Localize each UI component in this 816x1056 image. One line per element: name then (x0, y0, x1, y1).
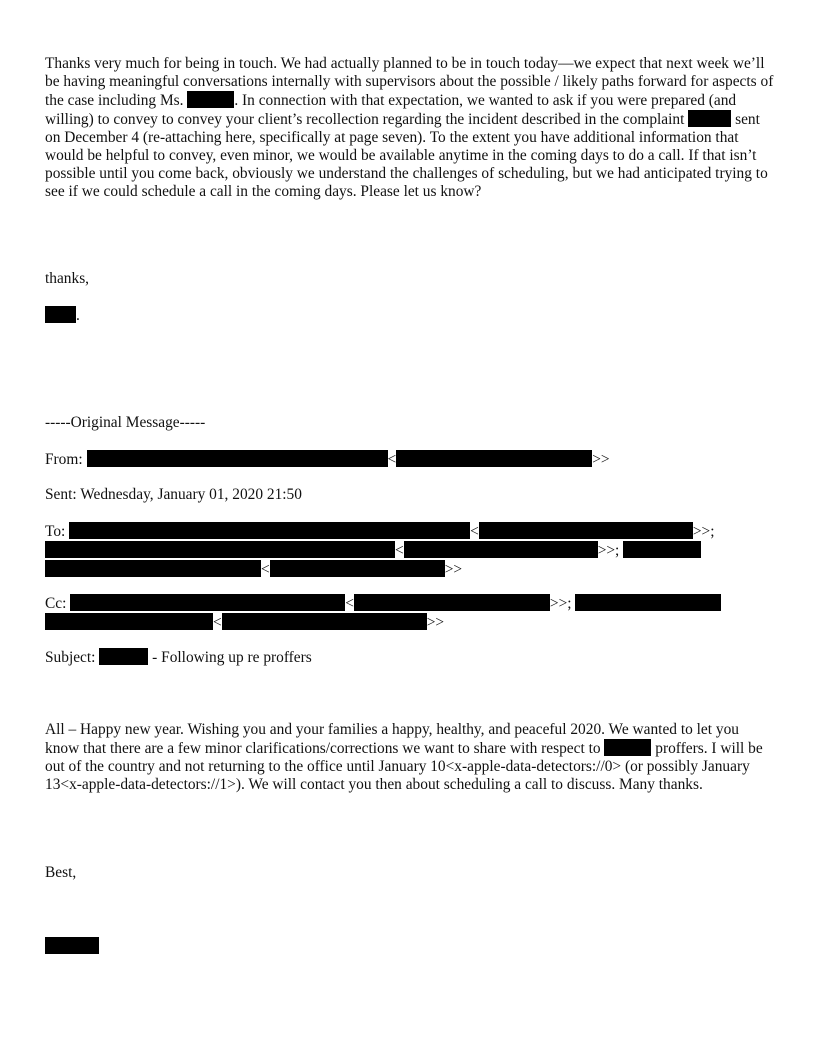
redaction-box (99, 648, 148, 665)
subject-line (45, 648, 775, 667)
redaction-box (604, 739, 651, 756)
reply-paragraph (45, 55, 775, 201)
body-text-2: proffers. I will be out of the country and not returning to the office until January 10<x-apple-data-detectors://0> (or possibly January 13<x-apple-data-detectors://1>). We will contact you then about scheduling a call to discuss. Many thanks. (45, 740, 763, 793)
cc-row (45, 594, 775, 613)
email-bracket: >>; (549, 595, 572, 612)
to-row (45, 560, 775, 579)
redaction-box (45, 560, 261, 577)
redaction-box (396, 450, 592, 467)
cc-row (45, 613, 775, 632)
redaction-box (270, 560, 445, 577)
email-bracket: >> (444, 561, 463, 578)
redaction-box (45, 613, 213, 630)
email-bracket: < (470, 523, 479, 540)
from-label: From: (45, 451, 83, 468)
original-body-paragraph (45, 721, 775, 794)
to-line (45, 522, 775, 579)
redaction-box (479, 522, 693, 539)
closing: Best, (45, 864, 77, 881)
reply-signature (45, 306, 775, 325)
email-bracket: < (213, 614, 222, 631)
reply-text-3: sent on December 4 (re-attaching here, specifically at page seven). To the extent you have additional information that would be helpful to convey, even minor, we would be available anytime in the coming days to do a call. If that isn’t possible until you come back, obviously we understand the challenges of scheduling, but we had anticipated trying to see if we could schedule a call in the coming days. Please let us know? (45, 111, 768, 200)
redaction-box (45, 306, 76, 323)
redaction-box (70, 594, 345, 611)
subject-label: Subject: (45, 649, 96, 666)
reply-text-2: . In connection with that expectation, we wanted to ask if you were prepared (and willing) to convey to convey your client’s recollection regarding the incident described in the complaint (45, 92, 737, 128)
redaction-box (688, 110, 731, 127)
to-row (45, 522, 775, 541)
cc-label: Cc: (45, 595, 67, 612)
redaction-box (187, 91, 234, 108)
to-row (45, 541, 775, 560)
cc-line (45, 594, 775, 632)
email-bracket: >> (592, 451, 610, 468)
email-bracket: >> (426, 614, 445, 631)
reply-text-1: Thanks very much for being in touch. We had actually planned to be in touch today—we expect that next week we’ll be having meaningful conversations internally with supervisors about the possible / likely paths forward for aspects of the case including Ms. (45, 55, 774, 109)
email-bracket: < (261, 561, 270, 578)
subject-text: - Following up re proffers (152, 649, 312, 666)
from-line (45, 450, 775, 469)
email-bracket: < (387, 451, 397, 468)
redaction-box (87, 450, 388, 467)
redaction-box (623, 541, 701, 558)
email-bracket: >>; (692, 523, 715, 540)
signature-period: . (76, 307, 80, 324)
original-message-divider: -----Original Message----- (45, 414, 206, 431)
to-label: To: (45, 523, 66, 540)
redaction-box (69, 522, 470, 539)
sent-line: Sent: Wednesday, January 01, 2020 21:50 (45, 486, 302, 503)
reply-signoff: thanks, (45, 270, 90, 287)
body-text-1: All – Happy new year. Wishing you and your families a happy, healthy, and peaceful 2020. We wanted to let you know that there are a few minor clarifications/corrections we want to share with respect to (45, 721, 739, 757)
redaction-box (354, 594, 550, 611)
signature-redaction-box (45, 937, 99, 954)
email-bracket: >>; (597, 542, 620, 559)
redaction-box (45, 541, 395, 558)
email-bracket: < (395, 542, 404, 559)
email-bracket: < (345, 595, 354, 612)
redaction-box (222, 613, 427, 630)
redaction-box (404, 541, 598, 558)
redaction-box (575, 594, 721, 611)
